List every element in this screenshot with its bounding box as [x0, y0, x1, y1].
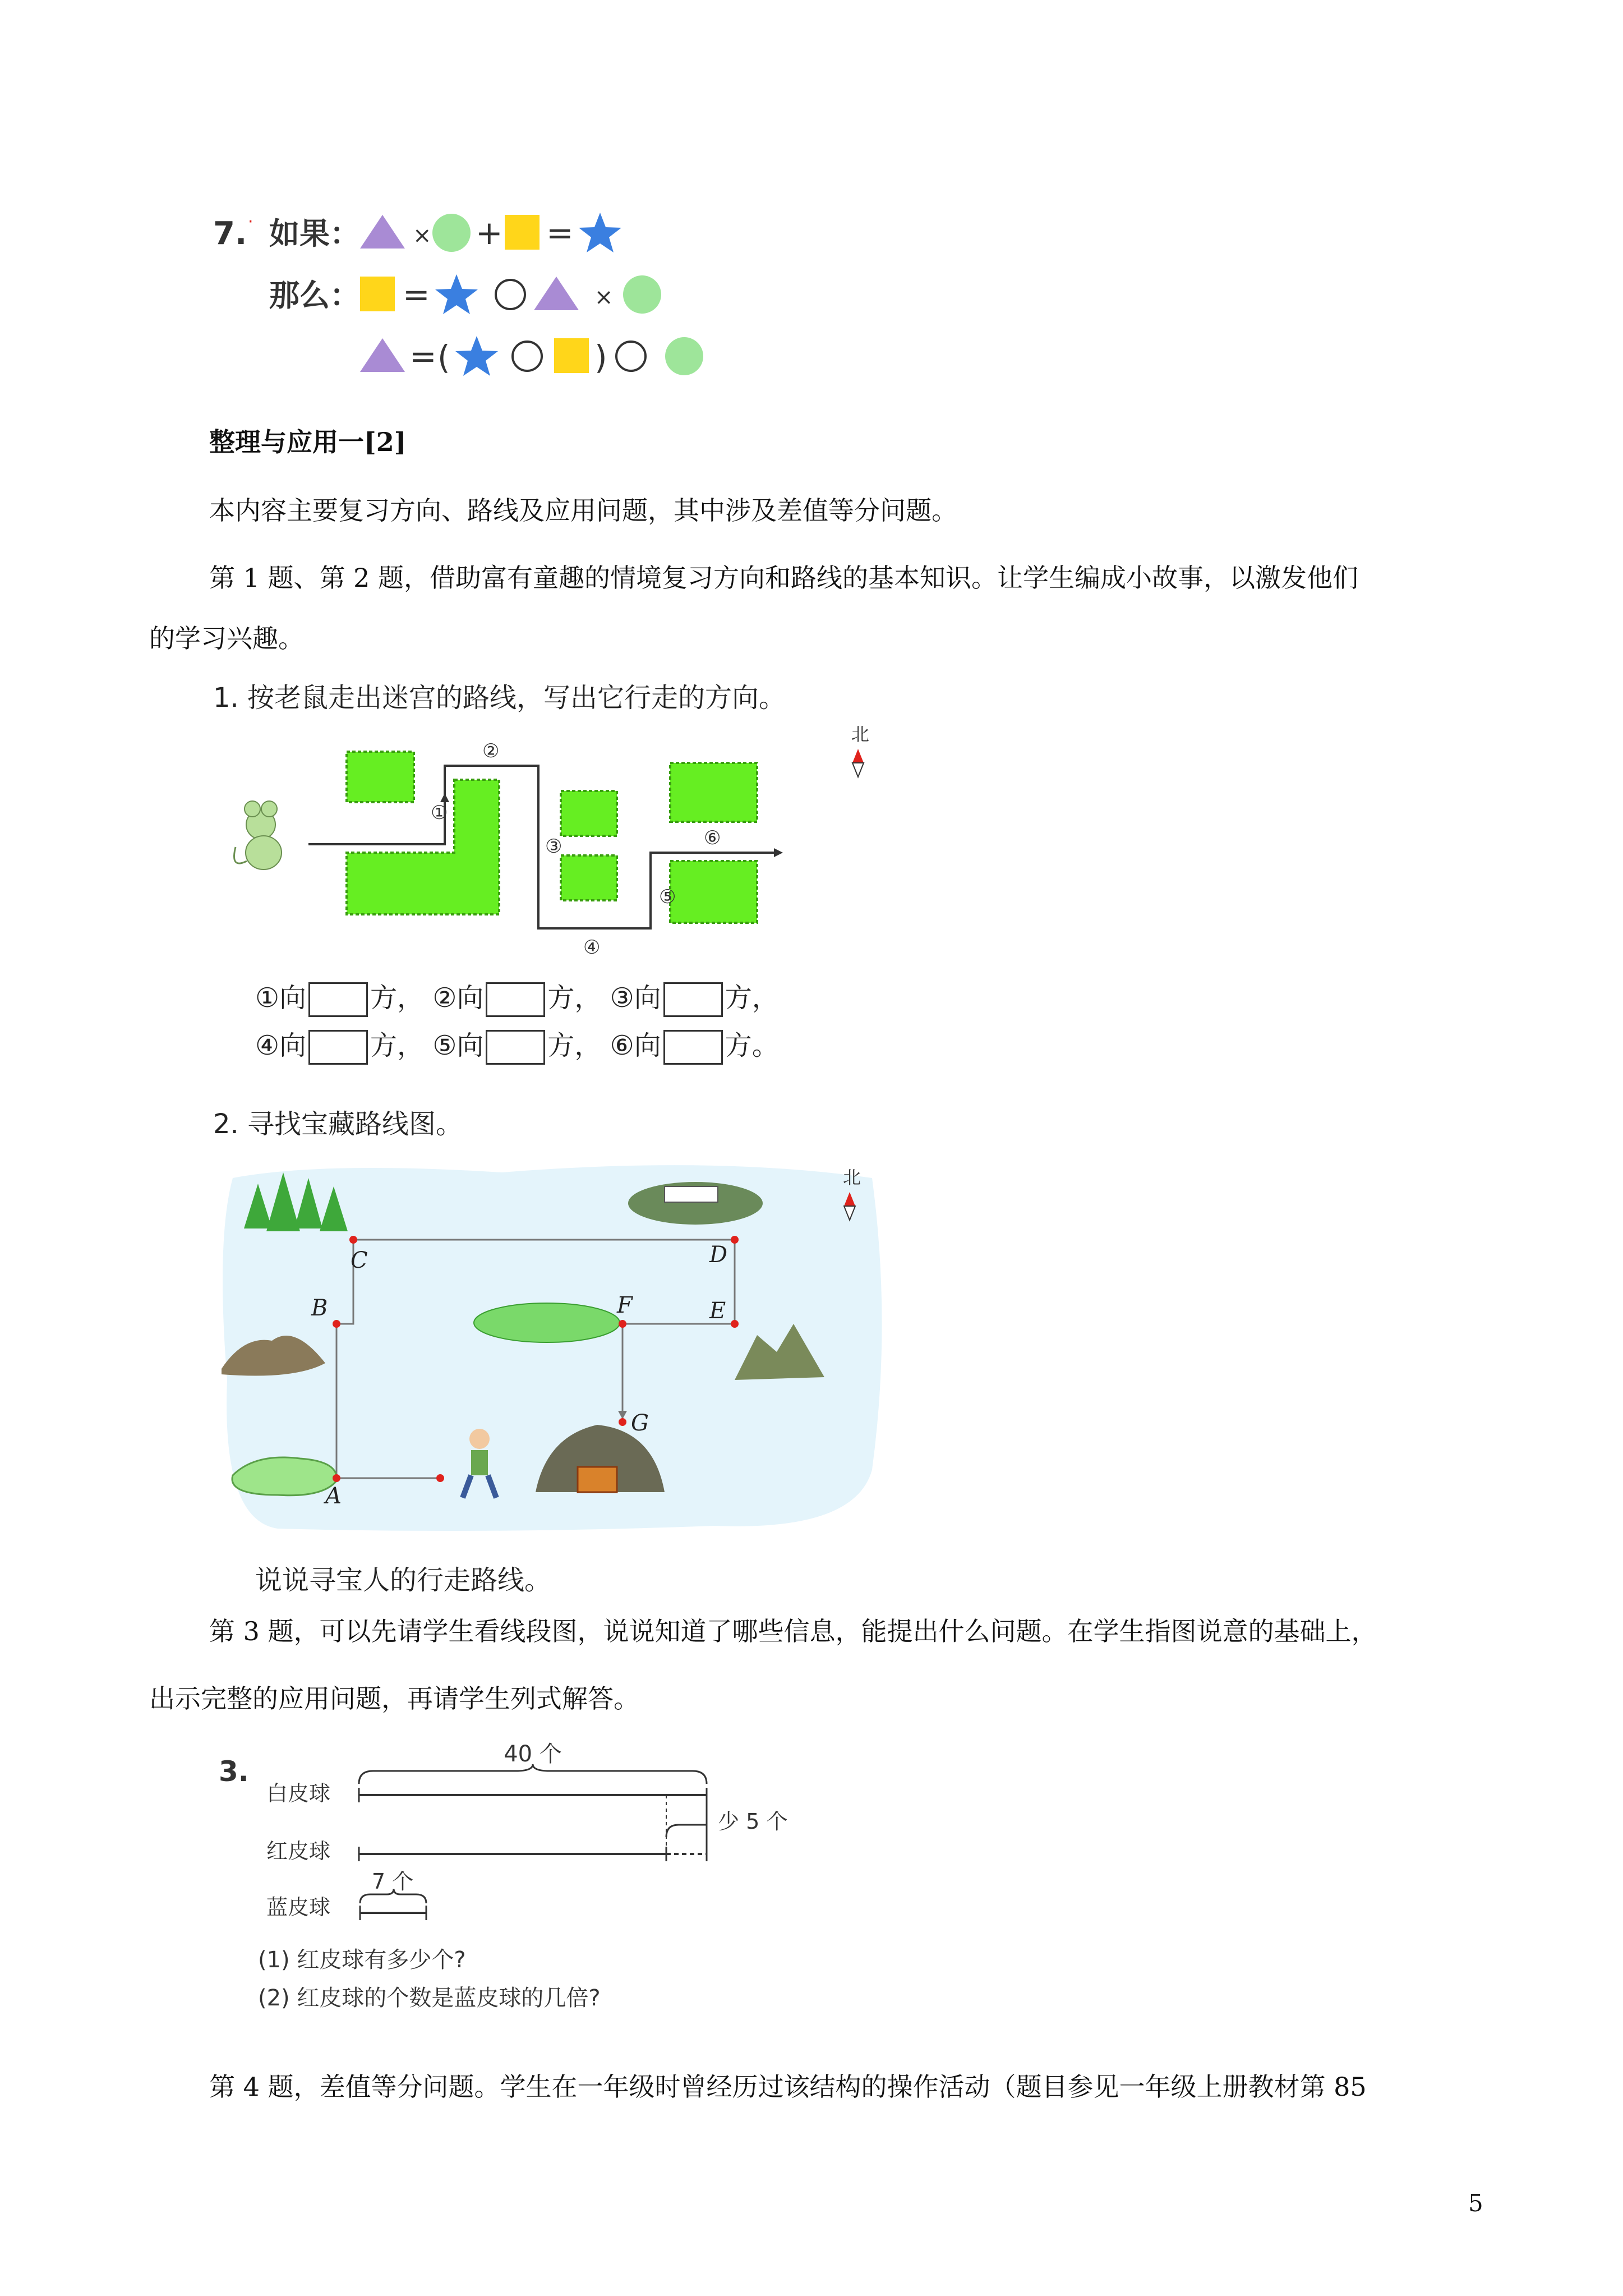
point-d-label: D [709, 1242, 728, 1268]
answer-box-3[interactable] [663, 982, 723, 1017]
white-brace [359, 1764, 707, 1784]
q7-equations [213, 205, 735, 390]
circle-icon [665, 337, 703, 375]
blue-brace [360, 1889, 426, 1903]
point-g-dot [619, 1418, 626, 1426]
blank-operator-circle [513, 342, 542, 371]
q7-figure [213, 205, 735, 390]
paragraph-4-line-1: 第 4 题，差值等分问题。学生在一年级时曾经历过该结构的操作活动（题目参见一年级上册教材第 85 [209, 2072, 1367, 2102]
answer-box-2[interactable] [486, 982, 545, 1017]
point-b-dot [333, 1320, 340, 1328]
white-count-label: 40 个 [504, 1741, 562, 1767]
blank-operator-circle [496, 280, 525, 309]
maze-block [561, 855, 617, 900]
blue-ball-label: 蓝皮球 [266, 1895, 331, 1920]
white-ball-label: 白皮球 [266, 1781, 331, 1806]
square-icon [360, 277, 395, 311]
route-label-1: ① [431, 802, 448, 824]
triangle-icon [534, 277, 579, 310]
q3-figure [213, 1736, 830, 2028]
point-f-label: F [617, 1292, 633, 1318]
point-g-label: G [631, 1410, 649, 1436]
point-f-dot [619, 1320, 626, 1328]
village-icon [628, 1182, 763, 1225]
treasure-map [210, 1156, 895, 1537]
q1-maze-figure [213, 718, 886, 965]
maze-block [561, 791, 617, 836]
point-b-label: B [311, 1295, 328, 1321]
star-icon [435, 274, 478, 314]
times-sign: × [413, 223, 432, 249]
blank-operator-circle [616, 342, 645, 371]
section-paragraph-2-line-2: 的学习兴趣。 [149, 623, 304, 654]
north-label: 北 [843, 1167, 861, 1188]
q3-segment-diagram [213, 1736, 830, 2028]
maze-block [347, 752, 414, 802]
circle-icon [623, 275, 661, 314]
triangle-icon [360, 215, 405, 249]
north-label: 北 [851, 724, 870, 745]
route-arrowhead [440, 793, 449, 802]
maze-block [670, 763, 757, 822]
grass-island-icon [474, 1303, 620, 1342]
blank-label-4: ④ [255, 1030, 280, 1061]
point-a-label: A [325, 1483, 342, 1509]
explorer-start-dot [436, 1474, 444, 1482]
less-brace [666, 1825, 707, 1837]
star-icon [455, 336, 498, 376]
mouse-icon [234, 801, 282, 869]
q3-question-1: (1) 红皮球有多少个? [258, 1947, 466, 1973]
point-e-label: E [709, 1298, 726, 1324]
answer-box-4[interactable] [308, 1030, 368, 1065]
point-c-label: C [351, 1248, 368, 1273]
equals-sign: = [409, 337, 437, 375]
paragraph-3-line-2: 出示完整的应用问题，再请学生列式解答。 [149, 1683, 639, 1714]
answer-box-6[interactable] [663, 1030, 723, 1065]
maze-diagram [213, 718, 886, 965]
q1-title: 1. 按老鼠走出迷宫的路线，写出它行走的方向。 [213, 682, 786, 714]
page-number: 5 [1468, 2189, 1483, 2217]
blank-label-3: ③ [610, 982, 634, 1014]
paragraph-3-line-1: 第 3 题，可以先请学生看线段图，说说知道了哪些信息，能提出什么问题。在学生指图说意的基础上， [209, 1616, 1377, 1646]
right-paren: ) [594, 338, 607, 376]
blank-label-2: ② [432, 982, 457, 1014]
square-icon [554, 338, 589, 373]
blank-label-5: ⑤ [432, 1030, 457, 1061]
times-sign: × [594, 284, 614, 310]
route-label-2: ② [482, 740, 500, 762]
blue-count-label: 7 个 [371, 1869, 414, 1894]
q1-blanks-row-1: ①向 方， ②向 方， ③向 方， [255, 976, 779, 1017]
answer-box-5[interactable] [486, 1030, 545, 1065]
q3-number: 3. [219, 1755, 249, 1788]
equals-sign: = [403, 275, 430, 314]
red-ball-label: 红皮球 [266, 1839, 331, 1864]
less-label: 少 5 个 [718, 1809, 788, 1834]
q7-line1-prefix: 如果： [269, 216, 360, 251]
compass-icon [852, 749, 864, 777]
q1-blanks-row-2: ④向 方， ⑤向 方， ⑥向 方。 [255, 1024, 779, 1065]
maze-block [670, 861, 757, 923]
square-icon [505, 215, 540, 250]
route-label-5: ⑤ [659, 886, 676, 908]
answer-box-1[interactable] [308, 982, 368, 1017]
section-heading: 整理与应用一[2] [209, 427, 407, 457]
route-label-4: ④ [583, 936, 601, 959]
q2-caption: 说说寻宝人的行走路线。 [255, 1565, 552, 1596]
plus-sign: + [476, 214, 503, 252]
route-arrowhead [774, 848, 783, 857]
q7-number: 7. [213, 215, 247, 252]
section-paragraph-1: 本内容主要复习方向、路线及应用问题，其中涉及差值等分问题。 [209, 495, 957, 526]
route-label-3: ③ [545, 835, 562, 858]
blank-label-6: ⑥ [610, 1030, 634, 1061]
circle-icon [432, 214, 471, 252]
q2-map-figure [210, 1156, 895, 1537]
q3-question-2: (2) 红皮球的个数是蓝皮球的几倍? [258, 1985, 601, 2011]
q2-title: 2. 寻找宝藏路线图。 [213, 1108, 463, 1140]
route-label-6: ⑥ [704, 827, 721, 849]
point-c-dot [349, 1236, 357, 1244]
blank-label-1: ① [255, 982, 280, 1014]
q7-line2-prefix: 那么： [269, 278, 360, 313]
point-d-dot [731, 1236, 739, 1244]
section-paragraph-2-line-1: 第 1 题、第 2 题，借助富有童趣的情境复习方向和路线的基本知识。让学生编成小故事，以激发他们 [209, 563, 1359, 593]
triangle-icon [360, 338, 405, 372]
q7-dot: · [248, 212, 253, 232]
star-icon [579, 213, 621, 252]
point-a-dot [333, 1474, 340, 1482]
equals-sign: = [546, 214, 574, 252]
point-e-dot [731, 1320, 739, 1328]
left-paren: ( [437, 338, 450, 376]
